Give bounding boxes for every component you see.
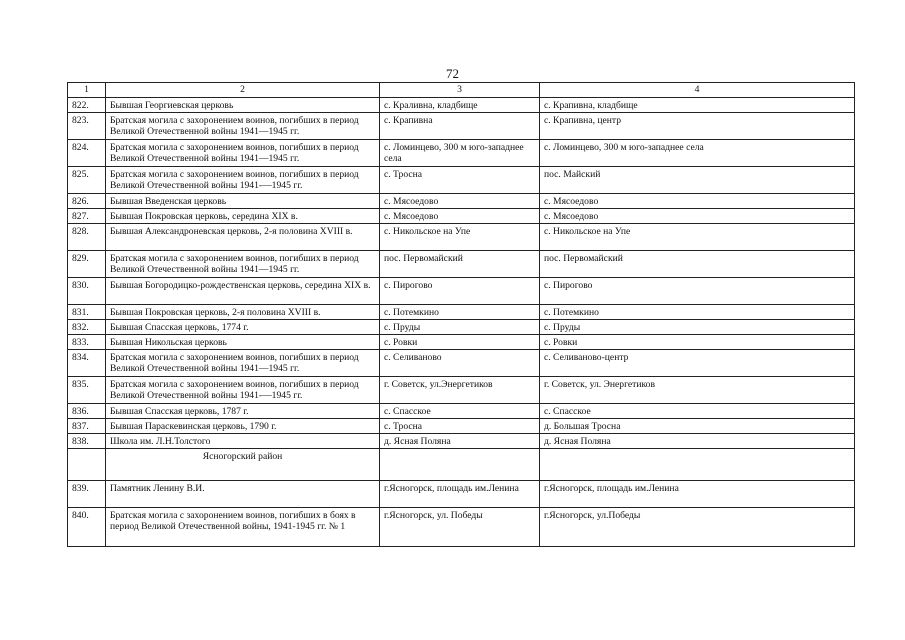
row-number-cell: 824. bbox=[68, 140, 106, 167]
section-header-row bbox=[68, 449, 855, 481]
table-row bbox=[68, 434, 855, 449]
row-number-cell: 832. bbox=[68, 320, 106, 335]
row-location-cell: г.Ясногорск, ул. Победы bbox=[380, 508, 540, 547]
row-location-cell: с. Селиваново bbox=[380, 350, 540, 377]
row-address-cell: с. Мясоедово bbox=[540, 209, 855, 224]
row-number-cell: 829. bbox=[68, 251, 106, 278]
row-number-cell: 836. bbox=[68, 404, 106, 419]
row-location-cell: с. Краливна, кладбище bbox=[380, 98, 540, 113]
table-body bbox=[68, 98, 855, 547]
table-row bbox=[68, 305, 855, 320]
row-location-cell: д. Ясная Поляна bbox=[380, 434, 540, 449]
row-location-cell: г. Советск, ул.Энергетиков bbox=[380, 377, 540, 404]
row-number-cell: 834. bbox=[68, 350, 106, 377]
row-location-cell: с. Ровки bbox=[380, 335, 540, 350]
section-title: Ясногорский район bbox=[106, 449, 380, 481]
row-name-cell: Братская могила с захоронением воинов, погибших в период Великой Отечественной войны 1941—1945 гг. bbox=[106, 113, 380, 140]
row-number-cell: 833. bbox=[68, 335, 106, 350]
row-name-cell: Бывшая Георгиевская церковь bbox=[106, 98, 380, 113]
table-row bbox=[68, 320, 855, 335]
row-location-cell: с. Никольское на Упе bbox=[380, 224, 540, 251]
table-row bbox=[68, 350, 855, 377]
table-row bbox=[68, 278, 855, 305]
row-address-cell: пос. Первомайский bbox=[540, 251, 855, 278]
row-name-cell: Братская могила с захоронением воинов, погибших в период Великой Отечественной войны 1941-—1945 гг. bbox=[106, 377, 380, 404]
row-number-cell: 823. bbox=[68, 113, 106, 140]
row-number-cell: 825. bbox=[68, 167, 106, 194]
row-address-cell: г.Ясногорск, площадь им.Ленина bbox=[540, 481, 855, 508]
row-address-cell: с. Крапивна, центр bbox=[540, 113, 855, 140]
row-address-cell: с. Никольское на Упе bbox=[540, 224, 855, 251]
row-address-cell: д. Ясная Поляна bbox=[540, 434, 855, 449]
row-name-cell: Бывшая Спасская церковь, 1787 г. bbox=[106, 404, 380, 419]
row-address-cell: с. Спасское bbox=[540, 404, 855, 419]
row-name-cell: Бывшая Покровская церковь, середина XIX в. bbox=[106, 209, 380, 224]
row-address-cell: с. Мясоедово bbox=[540, 194, 855, 209]
row-name-cell: Бывшая Спасская церковь, 1774 г. bbox=[106, 320, 380, 335]
row-address-cell: пос. Майский bbox=[540, 167, 855, 194]
row-name-cell: Бывшая Покровская церковь, 2-я половина XVIII в. bbox=[106, 305, 380, 320]
table-row bbox=[68, 140, 855, 167]
row-number-cell: 839. bbox=[68, 481, 106, 508]
row-name-cell: Братская могила с захоронением воинов, погибших в период Великой Отечественной войны 1941-—1945 гг. bbox=[106, 167, 380, 194]
column-header-name: 2 bbox=[106, 83, 380, 98]
row-address-cell: с. Крапивна, кладбище bbox=[540, 98, 855, 113]
table-row bbox=[68, 98, 855, 113]
row-address-cell: д. Большая Тросна bbox=[540, 419, 855, 434]
row-location-cell: г.Ясногорск, площадь им.Ленина bbox=[380, 481, 540, 508]
section-empty-cell bbox=[540, 449, 855, 481]
row-name-cell: Братская могила с захоронением воинов, погибших в период Великой Отечественной войны 1941—1945 гг. bbox=[106, 350, 380, 377]
table-row bbox=[68, 194, 855, 209]
row-location-cell: с. Потемкино bbox=[380, 305, 540, 320]
row-number-cell: 822. bbox=[68, 98, 106, 113]
row-address-cell: с. Ровки bbox=[540, 335, 855, 350]
row-location-cell: с. Мясоедово bbox=[380, 194, 540, 209]
row-number-cell: 828. bbox=[68, 224, 106, 251]
table-row bbox=[68, 508, 855, 547]
column-header-number: 1 bbox=[68, 83, 106, 98]
row-number-cell: 838. bbox=[68, 434, 106, 449]
row-location-cell: с. Ломинцево, 300 м юго-западнее села bbox=[380, 140, 540, 167]
row-name-cell: Братская могила с захоронением воинов, погибших в боях в период Великой Отечественной войны, 1941-1945 гг. № 1 bbox=[106, 508, 380, 547]
table-row bbox=[68, 419, 855, 434]
row-number-cell: 837. bbox=[68, 419, 106, 434]
row-location-cell: пос. Первомайский bbox=[380, 251, 540, 278]
page-number: 72 bbox=[446, 66, 459, 81]
column-header-row bbox=[68, 83, 855, 98]
row-location-cell: с. Мясоедово bbox=[380, 209, 540, 224]
row-number-cell: 827. bbox=[68, 209, 106, 224]
table-row bbox=[68, 209, 855, 224]
row-number-cell: 831. bbox=[68, 305, 106, 320]
monuments-table bbox=[67, 82, 855, 547]
table-row bbox=[68, 251, 855, 278]
row-number-cell: 840. bbox=[68, 508, 106, 547]
row-location-cell: с. Пирогово bbox=[380, 278, 540, 305]
table-row bbox=[68, 167, 855, 194]
row-number-cell: 830. bbox=[68, 278, 106, 305]
row-location-cell: с. Крапивна bbox=[380, 113, 540, 140]
row-address-cell: г.Ясногорск, ул.Победы bbox=[540, 508, 855, 547]
table-row bbox=[68, 113, 855, 140]
row-address-cell: с. Пирогово bbox=[540, 278, 855, 305]
row-location-cell: с. Спасское bbox=[380, 404, 540, 419]
row-address-cell: с. Потемкино bbox=[540, 305, 855, 320]
table-row bbox=[68, 377, 855, 404]
row-address-cell: с. Ломинцево, 300 м юго-западнее села bbox=[540, 140, 855, 167]
row-location-cell: с. Тросна bbox=[380, 419, 540, 434]
row-address-cell: г. Советск, ул. Энергетиков bbox=[540, 377, 855, 404]
section-empty-cell bbox=[380, 449, 540, 481]
section-number-cell bbox=[68, 449, 106, 481]
row-location-cell: с. Пруды bbox=[380, 320, 540, 335]
row-address-cell: с. Пруды bbox=[540, 320, 855, 335]
column-header-address: 4 bbox=[540, 83, 855, 98]
row-name-cell: Бывшая Введенская церковь bbox=[106, 194, 380, 209]
row-name-cell: Бывшая Параскевинская церковь, 1790 г. bbox=[106, 419, 380, 434]
row-name-cell: Бывшая Никольская церковь bbox=[106, 335, 380, 350]
table-row bbox=[68, 404, 855, 419]
row-name-cell: Памятник Ленину В.И. bbox=[106, 481, 380, 508]
row-name-cell: Бывшая Александроневская церковь, 2-я половина XVIII в. bbox=[106, 224, 380, 251]
row-name-cell: Братская могила с захоронением воинов, погибших в период Великой Отечественной войны 1941—1945 гг. bbox=[106, 251, 380, 278]
row-name-cell: Братская могила с захоронением воинов, погибших в период Великой Отечественной войны 1941—1945 гг. bbox=[106, 140, 380, 167]
row-name-cell: Бывшая Богородицко-рождественская церковь, середина XIX в. bbox=[106, 278, 380, 305]
row-number-cell: 835. bbox=[68, 377, 106, 404]
table-row bbox=[68, 481, 855, 508]
row-name-cell: Школа им. Л.Н.Толстого bbox=[106, 434, 380, 449]
column-header-location: 3 bbox=[380, 83, 540, 98]
row-address-cell: с. Селиваново-центр bbox=[540, 350, 855, 377]
table-row bbox=[68, 224, 855, 251]
table-row bbox=[68, 335, 855, 350]
row-number-cell: 826. bbox=[68, 194, 106, 209]
row-location-cell: с. Тросна bbox=[380, 167, 540, 194]
